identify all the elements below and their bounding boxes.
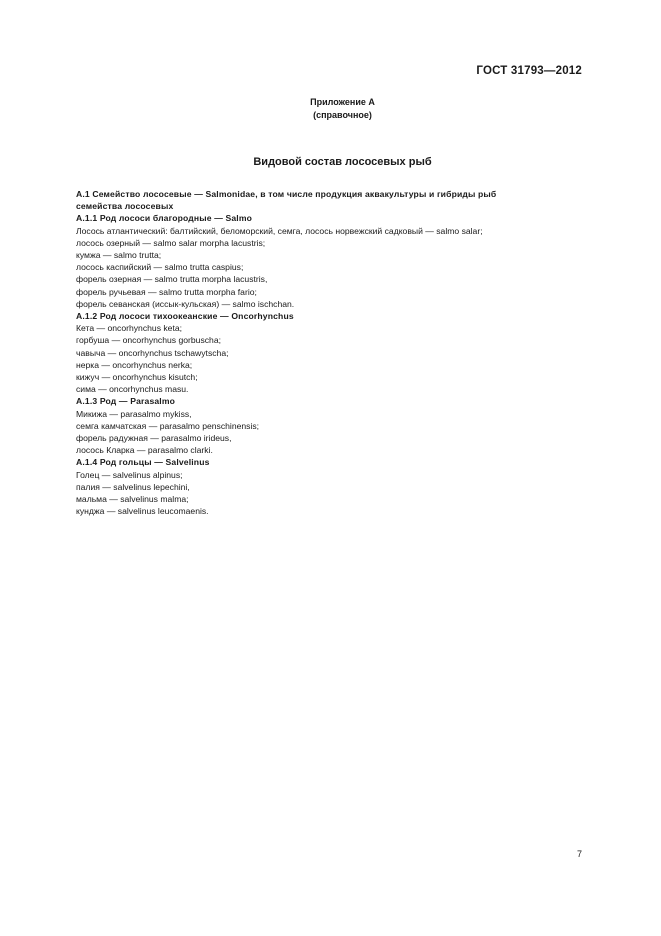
section-heading-a11: А.1.1 Род лососи благородные — Salmo bbox=[76, 213, 253, 224]
list-item: лосось озерный — salmo salar morpha lacustris; bbox=[76, 237, 266, 248]
list-item: Лосось атлантический: балтийский, беломорский, семга, лосось норвежский садковый — salmo salar; bbox=[76, 225, 483, 236]
list-item: чавыча — oncorhynchus tschawytscha; bbox=[76, 347, 229, 358]
document-code: ГОСТ 31793—2012 bbox=[476, 65, 582, 77]
page-number: 7 bbox=[576, 849, 582, 859]
list-item: палия — salvelinus lepechini, bbox=[76, 481, 190, 492]
list-item: мальма — salvelinus malma; bbox=[76, 494, 189, 505]
section-heading-a1-line1: А.1 Семейство лососевые — Salmonidae, в том числе продукция аквакультуры и гибриды рыб bbox=[76, 189, 497, 199]
list-item: сима — oncorhynchus masu. bbox=[76, 384, 189, 395]
list-item: форель севанская (иссык-кульская) — salmo ischchan. bbox=[76, 298, 295, 309]
list-item: семга камчатская — parasalmo penschinensis; bbox=[76, 420, 260, 431]
appendix-heading bbox=[0, 96, 661, 122]
section-heading-a14: А.1.4 Род гольцы — Salvelinus bbox=[76, 457, 210, 468]
document-body bbox=[76, 188, 584, 517]
list-item: форель озерная — salmo trutta morpha lacustris, bbox=[76, 274, 268, 285]
list-item: лосось каспийский — salmo trutta caspius; bbox=[76, 262, 244, 273]
list-item: форель радужная — parasalmo irideus, bbox=[76, 433, 232, 444]
appendix-type: (справочное) bbox=[313, 110, 372, 120]
appendix-label: Приложение А bbox=[310, 97, 375, 107]
list-item: нерка — oncorhynchus nerka; bbox=[76, 359, 193, 370]
list-item: лосось Кларка — parasalmo clarki. bbox=[76, 445, 213, 456]
list-item: Кета — oncorhynchus keta; bbox=[76, 323, 183, 334]
page-title-text: Видовой состав лососевых рыб bbox=[253, 156, 432, 168]
section-heading-a12: А.1.2 Род лососи тихоокеанские — Oncorhynchus bbox=[76, 311, 294, 322]
list-item: Голец — salvelinus alpinus; bbox=[76, 469, 183, 480]
list-item: горбуша — oncorhynchus gorbuscha; bbox=[76, 335, 221, 346]
page-title bbox=[0, 156, 661, 168]
section-heading-a13: А.1.3 Род — Parasalmo bbox=[76, 396, 176, 407]
list-item: кижуч — oncorhynchus kisutch; bbox=[76, 372, 198, 383]
list-item: кунджа — salvelinus leucomaenis. bbox=[76, 506, 209, 517]
section-heading-a1-line2: семейства лососевых bbox=[76, 201, 174, 212]
list-item: Микижа — parasalmo mykiss, bbox=[76, 408, 192, 419]
list-item: кумжа — salmo trutta; bbox=[76, 250, 162, 261]
list-item: форель ручьевая — salmo trutta morpha fario; bbox=[76, 286, 257, 297]
